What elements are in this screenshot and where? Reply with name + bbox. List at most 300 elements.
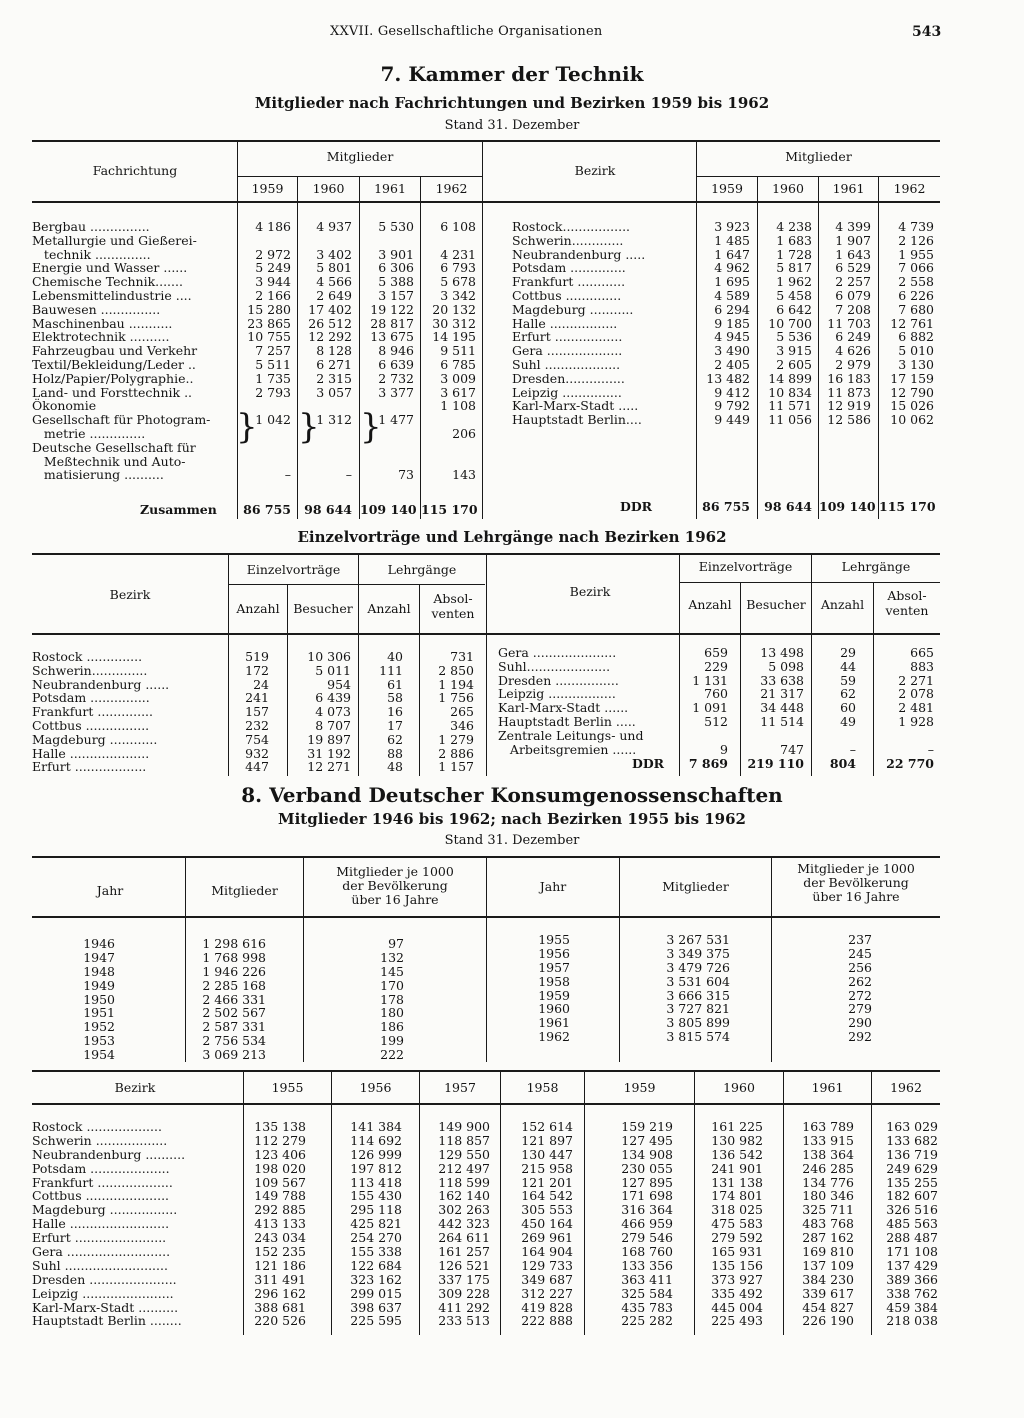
table-cell: 127 495 <box>621 1132 673 1148</box>
table-cell: 5 530 <box>378 219 414 234</box>
table-cell: 6 785 <box>440 356 476 372</box>
row-label: Magdeburg ................. <box>32 1202 178 1218</box>
table-cell: 1 157 <box>438 759 474 775</box>
table2-total-label: DDR <box>632 756 665 771</box>
table-cell: 62 <box>387 731 403 747</box>
table3-jahr-left <box>40 937 115 1062</box>
table-cell: 6 249 <box>835 329 871 345</box>
table2-total-cell: 22 770 <box>886 756 934 771</box>
table-cell: 389 366 <box>886 1271 938 1287</box>
table-cell: 6 306 <box>378 260 414 276</box>
table3-header-per1000-right: Mitglieder je 1000 der Bevölkerung über 16 Jahre <box>797 861 915 904</box>
table-cell: 14 195 <box>432 329 476 345</box>
table-cell: 265 <box>450 704 474 720</box>
table-cell: 2 271 <box>898 672 934 688</box>
section-8-title: 8. Verband Deutscher Konsumgenossenschaften <box>241 783 783 807</box>
table-cell: 6 226 <box>898 287 934 303</box>
row-label: Dresden............... <box>512 370 625 386</box>
table-cell: 24 <box>253 676 269 692</box>
table-cell: 48 <box>387 759 403 775</box>
table-cell: 1956 <box>538 945 570 961</box>
row-label: Dresden ................ <box>498 672 619 688</box>
table-cell: 262 <box>848 973 872 989</box>
table-cell: 11 873 <box>827 384 871 400</box>
row-label: Chemische Technik....... <box>32 274 183 290</box>
table3-header-per1000-left: Mitglieder je 1000 der Bevölkerung über 16 Jahre <box>336 864 454 907</box>
table-cell: 2 756 534 <box>202 1033 266 1049</box>
table-cell: 199 <box>380 1033 404 1049</box>
table-cell: 243 034 <box>254 1230 306 1246</box>
table-cell <box>874 729 934 743</box>
table-cell: 1946 <box>83 936 115 951</box>
table-cell: 131 138 <box>711 1174 763 1190</box>
table-cell: 363 411 <box>621 1271 673 1287</box>
table-cell: 299 015 <box>350 1285 402 1301</box>
table-cell: 2 732 <box>378 370 414 386</box>
table-cell: 133 682 <box>886 1132 938 1148</box>
table2-left-column <box>229 650 269 774</box>
table-cell: 2 166 <box>255 287 291 303</box>
table2-subheader: Besucher <box>293 601 353 616</box>
table-cell: 1 108 <box>440 398 476 414</box>
table1-year-header: 1962 <box>435 181 468 196</box>
table-cell: 312 227 <box>521 1285 573 1301</box>
table-cell: 232 <box>245 717 269 733</box>
table-cell <box>421 455 476 469</box>
table4-year-header: 1961 <box>811 1080 844 1095</box>
table-cell: 10 834 <box>768 384 812 400</box>
table-cell <box>812 729 856 743</box>
table-cell: 10 306 <box>307 649 351 664</box>
row-label: Neubrandenburg ...... <box>32 676 170 692</box>
table-cell: 12 919 <box>827 398 871 414</box>
table-cell: 9 <box>720 741 728 757</box>
row-label: Erfurt ................. <box>512 329 623 345</box>
table-cell: 130 447 <box>521 1146 573 1162</box>
table-cell: 5 678 <box>440 274 476 290</box>
table-cell: 44 <box>840 658 856 674</box>
table-cell: 1 312 <box>316 412 352 428</box>
table-cell <box>421 413 476 427</box>
table1-year-header: 1961 <box>374 181 406 196</box>
table-cell: 133 915 <box>802 1132 854 1148</box>
table-cell: 241 901 <box>711 1160 763 1176</box>
table-cell: 447 <box>245 759 269 775</box>
table-cell: 1955 <box>538 932 570 947</box>
row-label: matisierung .......... <box>32 467 164 483</box>
table-cell: 30 312 <box>432 315 476 331</box>
table-cell: 12 292 <box>308 329 352 345</box>
table-cell: 1 756 <box>438 690 474 706</box>
table-cell: 118 599 <box>438 1174 490 1190</box>
table-cell: 311 491 <box>254 1271 306 1287</box>
table4-year-header: 1955 <box>271 1080 304 1095</box>
table2-right-column <box>680 646 728 756</box>
table-cell: 1947 <box>83 949 115 965</box>
row-label: Cottbus ................ <box>32 717 150 733</box>
table-cell: 165 931 <box>711 1244 763 1260</box>
table-cell: 121 897 <box>521 1132 573 1148</box>
table-cell: 164 542 <box>521 1188 573 1204</box>
table-cell: 338 762 <box>886 1285 938 1301</box>
table-cell: 5 011 <box>315 662 351 678</box>
table1-top-rule <box>32 140 940 142</box>
table-cell: 1 695 <box>714 274 750 290</box>
table2-total-cell: 804 <box>829 756 856 771</box>
row-label: Frankfurt .............. <box>32 704 154 720</box>
row-label: Frankfurt ................... <box>32 1174 173 1190</box>
table-cell: 1949 <box>83 977 115 993</box>
table-cell: 373 927 <box>711 1271 763 1287</box>
table-cell: 163 789 <box>802 1119 854 1134</box>
table4-year-header: 1960 <box>723 1080 755 1095</box>
table-cell: 5 817 <box>776 260 812 276</box>
table-cell: 134 776 <box>802 1174 854 1190</box>
table2-subheader: Anzahl <box>688 597 732 612</box>
table-cell: 335 492 <box>711 1285 763 1301</box>
row-label: Leipzig ....................... <box>32 1285 174 1301</box>
table-cell: 3 349 375 <box>666 945 730 961</box>
table4-year-column <box>501 1120 573 1328</box>
table-cell: 123 406 <box>254 1146 306 1162</box>
table-cell: 126 999 <box>350 1146 402 1162</box>
table-cell: 23 865 <box>247 315 291 331</box>
table-cell: 88 <box>387 745 403 761</box>
table-cell: 11 571 <box>768 398 812 414</box>
table-cell: 17 402 <box>308 301 352 317</box>
table-cell: 171 108 <box>886 1244 938 1260</box>
table-cell: 754 <box>245 731 269 747</box>
table-cell: 2 793 <box>255 384 291 400</box>
table-cell: 33 638 <box>760 672 804 688</box>
table-cell: 2 587 331 <box>202 1019 266 1035</box>
table1-total-cell: 109 140 <box>360 502 417 517</box>
table-cell: 122 684 <box>350 1257 402 1273</box>
table-cell: – <box>345 467 352 483</box>
table-cell: 170 <box>380 977 404 993</box>
table1-total-cell: 109 140 <box>819 499 876 514</box>
table-cell: 1 643 <box>835 246 871 262</box>
row-label: Hauptstadt Berlin ........ <box>32 1313 182 1329</box>
table-cell: 8 707 <box>315 717 351 733</box>
table-cell: 19 897 <box>307 731 351 747</box>
table4-year-header: 1959 <box>623 1080 656 1095</box>
table-cell: 659 <box>704 645 728 660</box>
table-cell: 34 448 <box>760 700 804 716</box>
row-label: Bergbau ............... <box>32 219 150 234</box>
table-cell: 13 675 <box>370 329 414 345</box>
table-cell: 197 812 <box>350 1160 402 1176</box>
table-cell: 9 412 <box>714 384 750 400</box>
section-7-stand: Stand 31. Dezember <box>444 118 580 133</box>
table-cell: 2 257 <box>835 274 871 290</box>
table-cell: 1962 <box>538 1029 570 1045</box>
table-cell: 3 490 <box>714 343 750 359</box>
table-cell: 5 801 <box>316 260 352 276</box>
row-label: Erfurt .................. <box>32 759 147 775</box>
table-cell: 114 692 <box>350 1132 402 1148</box>
row-label: Land- und Forsttechnik .. <box>32 384 193 400</box>
row-label: Lebensmittelindustrie .... <box>32 287 192 303</box>
table-cell: 7 208 <box>835 301 871 317</box>
table-cell: 8 946 <box>378 343 414 359</box>
table-cell: 178 <box>380 991 404 1007</box>
table-cell: 130 982 <box>711 1132 763 1148</box>
table-cell: 2 126 <box>898 232 934 248</box>
table-cell: 4 073 <box>315 704 351 720</box>
table-cell: 230 055 <box>621 1160 673 1176</box>
table-cell: 4 962 <box>714 260 750 276</box>
table-cell: 2 850 <box>438 662 474 678</box>
table-cell: 226 190 <box>802 1313 854 1329</box>
table-cell: 220 526 <box>254 1313 306 1329</box>
table-cell: 2 605 <box>776 356 812 372</box>
table-cell: 1 955 <box>898 246 934 262</box>
table-cell: 225 493 <box>711 1313 763 1329</box>
table-cell: 435 783 <box>621 1299 673 1315</box>
table-cell: 222 <box>380 1047 404 1063</box>
table-cell: 3 915 <box>776 343 812 359</box>
table3-header-jahr-right: Jahr <box>539 879 567 894</box>
table-cell: 180 346 <box>802 1188 854 1204</box>
table-cell: 272 <box>848 987 872 1003</box>
table-cell: 325 584 <box>621 1285 673 1301</box>
row-label: Neubrandenburg ..... <box>512 246 646 262</box>
table-cell: 3 531 604 <box>666 973 730 989</box>
table-cell: 6 529 <box>835 260 871 276</box>
row-label: metrie .............. <box>32 425 146 441</box>
table4-year-column <box>695 1120 763 1328</box>
table-cell: 49 <box>840 713 856 729</box>
table-cell: 1959 <box>538 987 570 1003</box>
row-label: Hauptstadt Berlin ..... <box>498 713 636 729</box>
table-cell: 4 937 <box>316 219 352 234</box>
table1-head-rule <box>32 201 940 203</box>
table-cell: 292 885 <box>254 1202 306 1218</box>
table-cell: 349 687 <box>521 1271 573 1287</box>
table-cell: 2 979 <box>835 356 871 372</box>
table-cell: 346 <box>450 717 474 733</box>
table-cell: 1958 <box>538 973 570 989</box>
table-cell: 3 009 <box>440 370 476 386</box>
table-cell: 10 700 <box>768 315 812 331</box>
table-cell: 1 768 998 <box>202 949 266 965</box>
table-cell: 141 384 <box>350 1119 402 1134</box>
table-cell: 2 649 <box>316 287 352 303</box>
row-label: Arbeitsgremien ...... <box>498 741 637 757</box>
table-cell <box>298 455 352 469</box>
table-cell: 932 <box>245 745 269 761</box>
row-label: Halle .................... <box>32 745 150 761</box>
table-cell: 198 020 <box>254 1160 306 1176</box>
table-cell: 161 257 <box>438 1244 490 1260</box>
table-cell: 137 109 <box>802 1257 854 1273</box>
row-label: Gera ................... <box>512 343 623 359</box>
table-cell <box>238 234 291 248</box>
table4-bezirk-labels <box>32 1120 242 1328</box>
table-cell: 20 132 <box>432 301 476 317</box>
row-label: Maschinenbau ........... <box>32 315 173 331</box>
table-cell: 519 <box>245 649 269 664</box>
table-cell: 222 888 <box>521 1313 573 1329</box>
table-cell <box>680 729 728 743</box>
row-label: Meßtechnik und Auto- <box>32 453 186 469</box>
table1-header-mitglieder-left: Mitglieder <box>326 149 394 164</box>
table1-total-cell: 98 644 <box>764 499 812 514</box>
table-cell <box>421 441 476 455</box>
table-cell: 1 298 616 <box>202 936 266 951</box>
table-cell: 62 <box>840 686 856 702</box>
table-cell: 109 567 <box>254 1174 306 1190</box>
table4-year-header: 1957 <box>444 1080 476 1095</box>
table-cell: 133 356 <box>621 1257 673 1273</box>
table2-subheader: venten <box>431 606 475 621</box>
row-label: Karl-Marx-Stadt ..... <box>512 398 639 414</box>
table-cell: 225 595 <box>350 1313 402 1329</box>
table-cell: 29 <box>840 645 856 660</box>
table-cell: 6 271 <box>316 356 352 372</box>
table-cell: 246 285 <box>802 1160 854 1176</box>
table-cell: 3 617 <box>440 384 476 400</box>
row-label: Zentrale Leitungs- und <box>498 727 644 743</box>
table-cell: 113 418 <box>350 1174 402 1190</box>
table-cell: 136 719 <box>886 1146 938 1162</box>
table2-left-column <box>288 650 351 774</box>
table4-year-header: 1962 <box>890 1080 922 1095</box>
table-cell: 159 219 <box>621 1119 673 1134</box>
table-cell: 2 481 <box>898 700 934 716</box>
row-label: Suhl ................... <box>512 356 621 372</box>
table-cell: 149 788 <box>254 1188 306 1204</box>
table-cell: 155 430 <box>350 1188 402 1204</box>
table-cell: 58 <box>387 690 403 706</box>
table-cell: 5 098 <box>768 658 804 674</box>
table-cell: 7 066 <box>898 260 934 276</box>
table-cell: 11 056 <box>768 412 812 428</box>
table-cell: 2 466 331 <box>202 991 266 1007</box>
table-cell: 3 130 <box>898 356 934 372</box>
table-cell: 512 <box>704 713 728 729</box>
table-cell: 12 586 <box>827 412 871 428</box>
table-cell: 171 698 <box>621 1188 673 1204</box>
table-cell: 212 497 <box>438 1160 490 1176</box>
table1-bezirk-column <box>758 220 812 427</box>
table-cell: 3 727 821 <box>666 1001 730 1017</box>
table-cell: 6 882 <box>898 329 934 345</box>
table1-total-cell: 115 170 <box>421 502 478 517</box>
table1-bezirk-column <box>879 220 934 427</box>
table-cell: 1952 <box>83 1019 115 1035</box>
table-cell: 466 959 <box>621 1216 673 1232</box>
table-cell: 264 611 <box>438 1230 490 1246</box>
table-cell: 1 647 <box>714 246 750 262</box>
table2-right-column <box>741 646 804 756</box>
table3-header-jahr-left: Jahr <box>96 883 124 898</box>
row-label: Deutsche Gesellschaft für <box>32 439 196 455</box>
table1-total-cell: 86 755 <box>702 499 750 514</box>
table2-subheader: Absol- <box>433 591 473 606</box>
table-cell: 1953 <box>83 1033 115 1049</box>
table-cell: 3 157 <box>378 287 414 303</box>
table-cell: 339 617 <box>802 1285 854 1301</box>
table-cell: 2 405 <box>714 356 750 372</box>
table-cell: 3 377 <box>378 384 414 400</box>
table-cell: 145 <box>380 963 404 979</box>
table-cell: 1 091 <box>692 700 728 716</box>
row-label: Suhl..................... <box>498 658 611 674</box>
table-cell: 7 680 <box>898 301 934 317</box>
row-label: Energie und Wasser ...... <box>32 260 188 276</box>
row-label: Gera .......................... <box>32 1244 171 1260</box>
table-cell: 1 907 <box>835 232 871 248</box>
table-cell: 168 760 <box>621 1244 673 1260</box>
table-cell: 135 255 <box>886 1174 938 1190</box>
table3-jahr-right <box>487 933 570 1044</box>
section-7-subtitle: Mitglieder nach Fachrichtungen und Bezirken 1959 bis 1962 <box>254 94 770 112</box>
table-cell: 121 201 <box>521 1174 573 1190</box>
brace-1959: } <box>236 407 258 447</box>
table2-subhead-rule-left <box>228 584 485 585</box>
table-cell: 318 025 <box>711 1202 763 1218</box>
table-cell: 4 238 <box>776 219 812 234</box>
table-cell: 442 323 <box>438 1216 490 1232</box>
table2-left-column <box>359 650 403 774</box>
table-cell: 6 108 <box>440 219 476 234</box>
table-cell: 215 958 <box>521 1160 573 1176</box>
table-cell: 152 614 <box>521 1119 573 1134</box>
table4-year-column <box>420 1120 490 1328</box>
table-cell <box>238 455 291 469</box>
table-cell: 279 592 <box>711 1230 763 1246</box>
table-cell: 4 945 <box>714 329 750 345</box>
table-cell: 411 292 <box>438 1299 490 1315</box>
table-cell: 59 <box>840 672 856 688</box>
row-label: Elektrotechnik .......... <box>32 329 170 345</box>
table-cell: 245 <box>848 945 872 961</box>
table-cell: 129 733 <box>521 1257 573 1273</box>
table2-total-cell: 219 110 <box>747 756 804 771</box>
table1-year-header: 1960 <box>312 181 345 196</box>
table-cell: 5 536 <box>776 329 812 345</box>
table1-total-cell: 115 170 <box>879 499 936 514</box>
row-label: Gera ..................... <box>498 645 617 660</box>
table-cell <box>421 234 476 248</box>
table1-year-header: 1960 <box>772 181 804 196</box>
table-cell: 323 162 <box>350 1271 402 1287</box>
table1-total-cell: 98 644 <box>304 502 352 517</box>
table1-fachrichtung-labels <box>32 220 232 482</box>
table1-year-header: 1962 <box>893 181 926 196</box>
row-label: Halle ......................... <box>32 1216 170 1232</box>
table-cell: 4 626 <box>835 343 871 359</box>
brace-1960: } <box>298 407 320 447</box>
table-cell: – <box>284 467 291 483</box>
table-cell: 2 078 <box>898 686 934 702</box>
table-cell: 5 511 <box>255 356 291 372</box>
table3-per1000-left <box>304 937 404 1062</box>
table-cell: 40 <box>387 649 403 664</box>
table2-subheader: Absol- <box>887 588 927 603</box>
table2-total-cell: 7 869 <box>688 756 728 771</box>
table4-head-rule <box>32 1103 940 1105</box>
table-cell: 295 118 <box>350 1202 402 1218</box>
table-cell: 9 449 <box>714 412 750 428</box>
row-label: Cottbus .............. <box>512 287 622 303</box>
table-cell: 121 186 <box>254 1257 306 1273</box>
table-cell: 73 <box>398 467 414 483</box>
table4-header-bezirk: Bezirk <box>114 1080 156 1095</box>
table-cell: 3 901 <box>378 246 414 262</box>
